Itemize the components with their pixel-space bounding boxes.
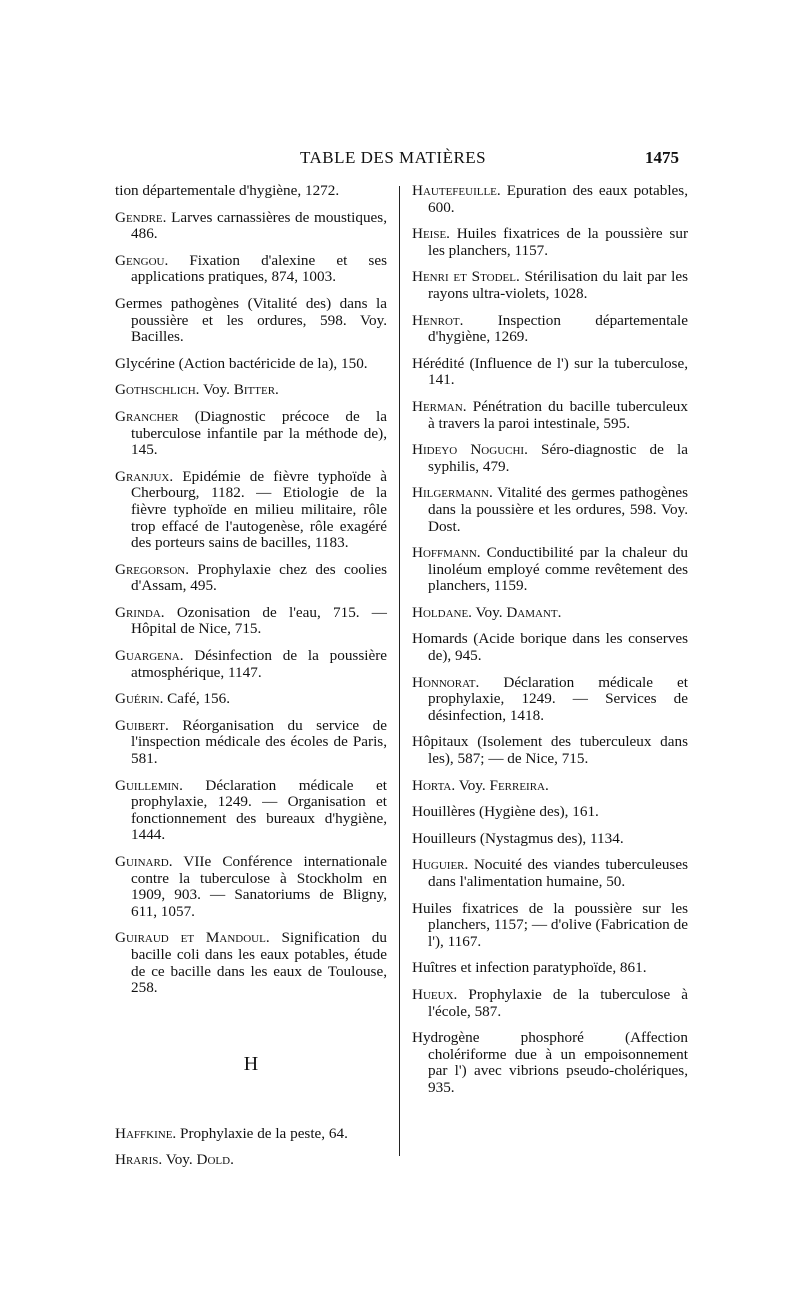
entry-author: Henri et Stodel. <box>412 268 520 286</box>
entry-author: Hueux. <box>412 985 458 1003</box>
entry-author: Herman. <box>412 397 467 415</box>
index-entry <box>412 269 688 302</box>
index-entry <box>412 960 688 977</box>
entry-text: Réorganisation du service de l'inspection médicale des écoles de Paris, 581. <box>131 716 387 768</box>
entry-text: Voy. <box>471 603 507 621</box>
entry-author: Hilgermann. <box>412 484 493 502</box>
entry-author: Gregorson. <box>115 560 190 578</box>
entry-author: Honnorat. <box>412 673 480 691</box>
entry-author: Gengou. <box>115 251 169 269</box>
index-entry <box>115 382 387 399</box>
index-entry <box>115 691 387 708</box>
entry-author: Guibert. <box>115 716 169 734</box>
index-entry <box>115 854 387 920</box>
entry-text: Epuration des eaux potables, 600. <box>428 182 688 216</box>
entry-text: Houillères (Hygiène des), 161. <box>412 803 599 821</box>
entry-author: Horta. <box>412 776 456 794</box>
index-entry <box>412 442 688 475</box>
page-number: 1475 <box>645 148 679 167</box>
entry-text: tion départementale d'hygiène, 1272. <box>115 182 340 199</box>
entry-text: Germes pathogènes (Vitalité des) dans la poussière et les ordures, 598. Voy. Bacilles. <box>115 294 387 346</box>
entry-cross-reference: Dold. <box>196 1151 234 1169</box>
entry-text: Conductibilité par la chaleur du linoléum employé comme revêtement des planchers, 1159. <box>428 544 688 595</box>
index-entry <box>115 930 387 996</box>
index-entry <box>412 356 688 389</box>
entry-author: Guargena. <box>115 647 184 665</box>
entry-text: Nocuité des viandes tuberculeuses dans l'alimentation humaine, 50. <box>428 856 688 890</box>
entry-text: Larves carnassières de moustiques, 486. <box>131 208 387 243</box>
entry-author: Haffkine. <box>115 1124 177 1142</box>
entry-author: Henrot. <box>412 311 464 329</box>
entry-author: Huguier. <box>412 856 469 874</box>
entry-text: Déclaration médicale et prophylaxie, 1249. — Organisation et fonctionnement des bureaux d'hygiène, 1444. <box>131 776 387 844</box>
entry-text: Hérédité (Influence de l') sur la tuberculose, 141. <box>412 354 688 389</box>
entry-text: Hôpitaux (Isolement des tuberculeux dans les), 587; — de Nice, 715. <box>412 733 688 768</box>
index-entry <box>412 734 688 767</box>
index-entry <box>412 804 688 821</box>
entry-text: Glycérine (Action bactéricide de la), 150. <box>115 354 368 372</box>
index-entry <box>115 605 387 638</box>
index-entry <box>115 409 387 459</box>
entry-text: Huiles fixatrices de la poussière sur les planchers, 1157. <box>428 225 688 259</box>
entry-author: Gothschlich. <box>115 381 200 399</box>
entry-text: Hydrogène phosphoré (Affection cholériforme due à un empoisonnement par l') avec vibrions pseudo-cholériques, 935. <box>412 1029 688 1096</box>
entry-author: Hideyo Noguchi. <box>412 441 528 459</box>
index-entry <box>115 253 387 286</box>
entry-cross-reference: Ferreira. <box>489 776 549 794</box>
running-header-title: TABLE DES MATIÈRES <box>300 148 487 167</box>
index-entry <box>412 857 688 890</box>
entry-text: Huîtres et infection paratyphoïde, 861. <box>412 959 647 977</box>
entry-text: Prophylaxie chez des coolies d'Assam, 495. <box>131 560 387 595</box>
entry-text: (Diagnostic précoce de la tuberculose infantile par la méthode de), 145. <box>131 407 387 459</box>
entry-cross-reference: Bitter. <box>233 381 279 399</box>
entry-author: Gendre. <box>115 208 167 226</box>
index-entry <box>115 562 387 595</box>
index-entry <box>412 183 688 216</box>
entry-text: Ozonisation de l'eau, 715. — Hôpital de Nice, 715. <box>131 603 387 638</box>
entry-text: Café, 156. <box>163 690 231 708</box>
index-entry <box>412 1030 688 1096</box>
column-divider <box>399 186 400 1156</box>
right-column <box>412 183 688 1107</box>
entry-text: Pénétration du bacille tuberculeux à travers la paroi intestinale, 595. <box>428 397 688 432</box>
entry-text: Fixation d'alexine et ses applications pratiques, 874, 1003. <box>131 251 387 286</box>
index-entry <box>412 901 688 951</box>
entry-text: Signification du bacille coli dans les eaux potables, étude de ce bacille dans les eaux de Toulouse, 258. <box>131 929 387 997</box>
entry-cross-reference: Damant. <box>506 603 562 621</box>
section-letter: H <box>243 1052 259 1075</box>
index-entry <box>412 485 688 535</box>
index-entry <box>115 718 387 768</box>
index-entry <box>412 987 688 1020</box>
index-entry <box>115 1152 387 1169</box>
entry-text: Déclaration médicale et prophylaxie, 1249. — Services de désinfection, 1418. <box>428 673 688 724</box>
index-entry <box>412 399 688 432</box>
index-entry <box>115 778 387 844</box>
index-entry <box>412 313 688 346</box>
left-column <box>115 183 387 1179</box>
entry-text: Séro-diagnostic de la syphilis, 479. <box>428 441 688 475</box>
index-entry <box>115 296 387 346</box>
entry-text: Huiles fixatrices de la poussière sur les planchers, 1157; — d'olive (Fabrication de l'), 1167. <box>412 899 688 950</box>
index-entry <box>115 1126 387 1143</box>
entry-text: Voy. <box>455 776 490 794</box>
index-entry <box>412 545 688 595</box>
index-entry <box>412 831 688 848</box>
entry-author: Grancher <box>115 407 179 425</box>
entry-text: VIIe Conférence internationale contre la tuberculose à Stockholm en 1909, 903. — Sanatoriums de Bligny, 611, 1057. <box>131 853 387 920</box>
entry-author: Guérin. <box>115 690 164 708</box>
entry-text: Voy. <box>162 1151 197 1169</box>
entry-text: Vitalité des germes pathogènes dans la poussière et les ordures, 598. Voy. Dost. <box>428 484 688 535</box>
index-entry <box>115 210 387 243</box>
entry-author: Granjux. <box>115 467 174 485</box>
entry-text: Voy. <box>199 381 234 399</box>
entry-text: Homards (Acide borique dans les conserves de), 945. <box>412 630 688 665</box>
entry-text: Désinfection de la poussière atmosphérique, 1147. <box>131 647 387 681</box>
entries-after <box>115 1126 387 1169</box>
index-entry <box>115 183 387 200</box>
index-entry <box>412 605 688 622</box>
entry-author: Guinard. <box>115 853 173 870</box>
entries-before <box>115 183 387 997</box>
entry-author: Hraris. <box>115 1151 163 1169</box>
entry-text: Prophylaxie de la peste, 64. <box>176 1124 348 1142</box>
index-entry <box>412 675 688 725</box>
entry-text: Epidémie de fièvre typhoïde à Cherbourg, 1182. — Etiologie de la fièvre typhoïde en milieu militaire, rôle trop effacé de l'autogenèse, rôle exagéré des porteurs sains de bacilles, 1183. <box>131 467 387 552</box>
entry-text: Prophylaxie de la tuberculose à l'école, 587. <box>428 985 688 1020</box>
entry-author: Heise. <box>412 225 450 243</box>
index-entry <box>412 631 688 664</box>
entry-text: Inspection départementale d'hygiène, 1269. <box>428 311 688 346</box>
entry-author: Holdane. <box>412 603 472 621</box>
entry-author: Guiraud et Mandoul. <box>115 929 270 947</box>
entry-author: Grinda. <box>115 603 165 621</box>
index-entry <box>115 469 387 552</box>
index-entry <box>115 356 387 373</box>
entry-author: Hautefeuille. <box>412 182 501 199</box>
entry-author: Hoffmann. <box>412 544 481 562</box>
entry-text: Stérilisation du lait par les rayons ultra-violets, 1028. <box>428 268 688 302</box>
entries-right <box>412 183 688 1097</box>
index-entry <box>115 648 387 681</box>
index-entry <box>412 778 688 795</box>
entry-text: Houilleurs (Nystagmus des), 1134. <box>412 829 624 847</box>
entry-author: Guillemin. <box>115 776 183 794</box>
index-entry <box>412 226 688 259</box>
